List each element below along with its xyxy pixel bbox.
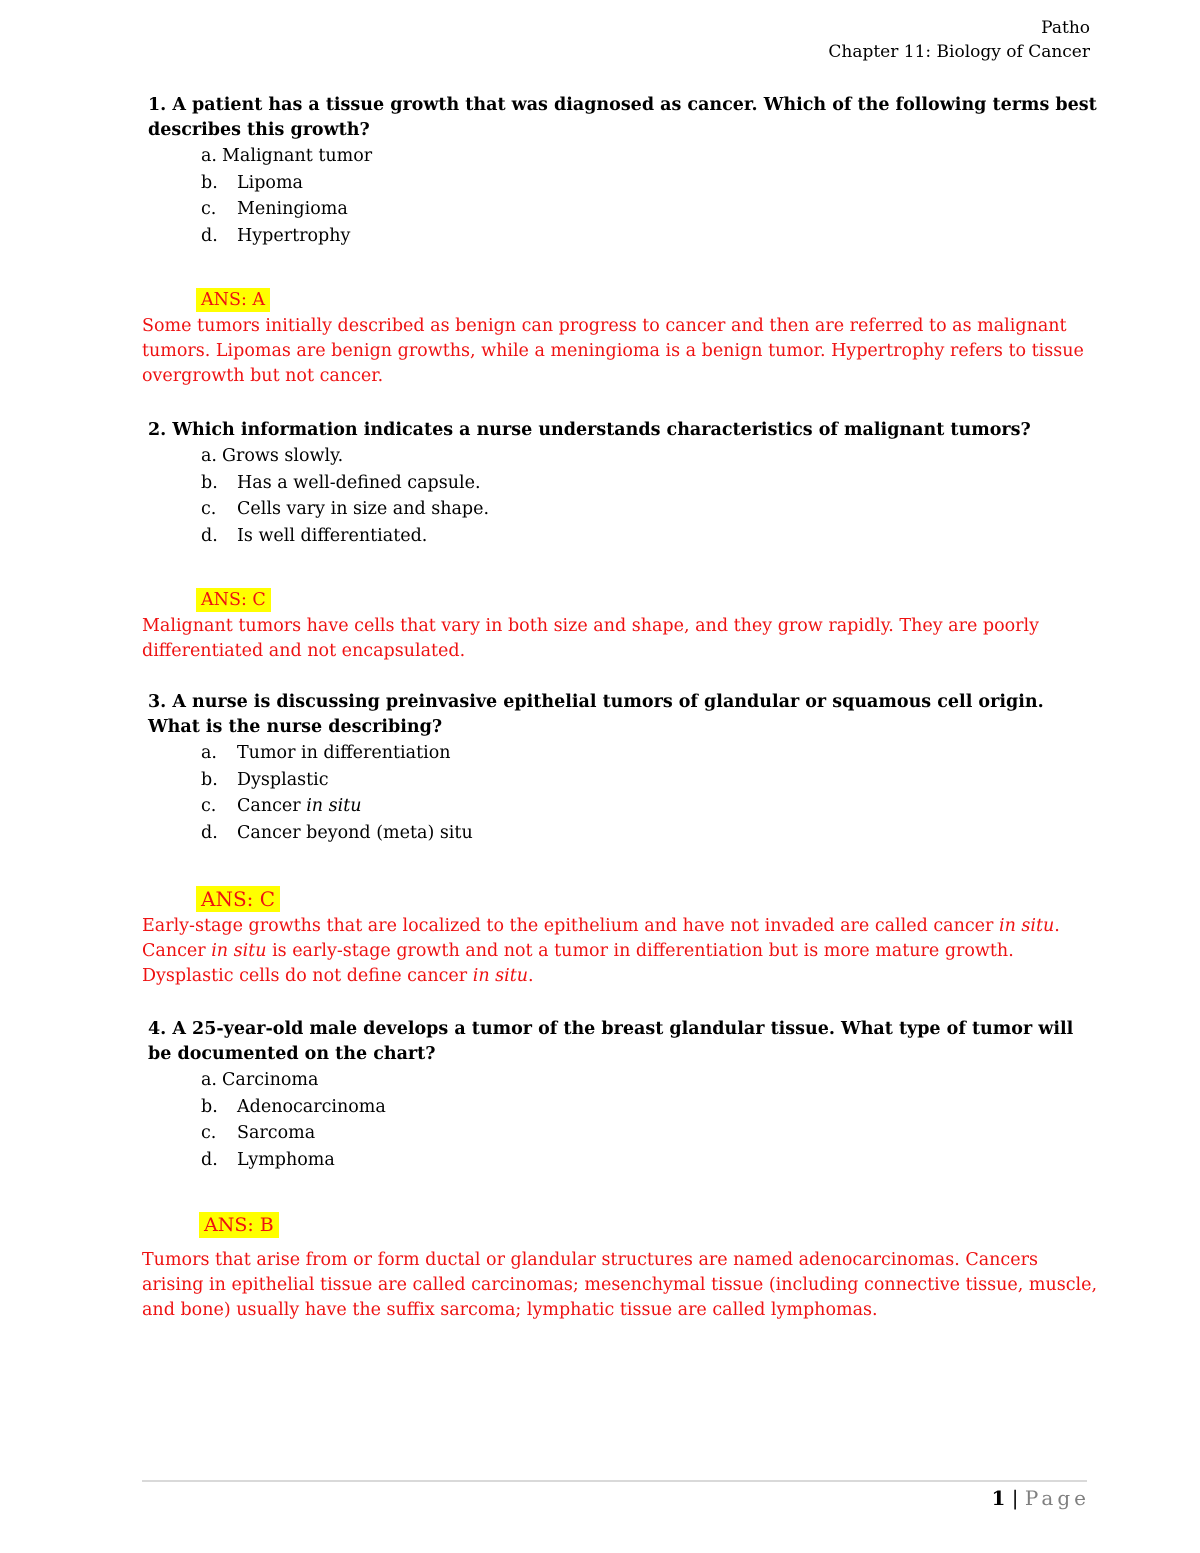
question-1-options (148, 143, 1098, 249)
question-3-options (148, 740, 1098, 846)
option-a: a. Malignant tumor (201, 146, 373, 166)
header-course: Patho (1041, 18, 1090, 38)
option-c: c. Sarcoma (201, 1123, 316, 1144)
option-c: c. Cells vary in size and shape. (201, 499, 490, 520)
explanation-1: Some tumors initially described as benign can progress to cancer and then are referred to as malignant tumors. Lipomas are benign growths, while a meningioma is a benign tumor. Hypertrophy refers to tissue overgrowth but not cancer. (142, 316, 1084, 386)
option-d: d. Hypertrophy (201, 225, 351, 246)
question-2 (148, 418, 1098, 549)
explanation-2: Malignant tumors have cells that vary in both size and shape, and they grow rapidly. They are poorly differentiated and not encapsulated. (142, 616, 1040, 661)
option-d: d. Lymphoma (201, 1149, 335, 1170)
header-chapter: Chapter 11: Biology of Cancer (828, 42, 1090, 62)
option-d: d. Cancer beyond (meta) situ (201, 822, 473, 843)
option-d: d. Is well differentiated. (201, 525, 428, 546)
question-4-options (148, 1067, 1098, 1173)
answer-badge-4: ANS: B (199, 1212, 279, 1238)
question-1-stem: 1. A patient has a tissue growth that was diagnosed as cancer. Which of the following terms best describes this growth? (148, 95, 1097, 140)
option-b: b. Has a well-defined capsule. (201, 472, 481, 493)
question-3-stem: 3. A nurse is discussing preinvasive epithelial tumors of glandular or squamous cell origin. What is the nurse describing? (148, 692, 1044, 737)
option-a: a. Grows slowly. (201, 446, 344, 466)
question-2-options (148, 443, 1098, 549)
question-3 (148, 690, 1098, 846)
option-c: c. Cancer in situ (201, 796, 362, 817)
running-header (828, 16, 1090, 64)
page-number: 1 (991, 1486, 1006, 1510)
answer-badge-2: ANS: C (196, 588, 271, 612)
option-a: a. Tumor in differentiation (201, 743, 451, 763)
page-footer (991, 1486, 1090, 1510)
page-label: Page (1024, 1486, 1090, 1510)
question-1 (148, 93, 1098, 249)
page-separator: | (1011, 1486, 1019, 1510)
explanation-4: Tumors that arise from or form ductal or glandular structures are named adenocarcinomas. Cancers arising in epithelial tissue are called carcinomas; mesenchymal tissue (including connective tissue, muscle, and bone) usually have the suffix sarcoma; lymphatic tissue are called lymphomas. (142, 1250, 1098, 1320)
option-b: b. Adenocarcinoma (201, 1096, 386, 1117)
question-4 (148, 1017, 1098, 1173)
question-2-stem: 2. Which information indicates a nurse understands characteristics of malignant tumors? (148, 420, 1031, 440)
option-a: a. Carcinoma (201, 1070, 319, 1090)
question-4-stem: 4. A 25-year-old male develops a tumor of the breast glandular tissue. What type of tumor will be documented on the chart? (148, 1019, 1074, 1064)
option-b: b. Lipoma (201, 172, 303, 193)
option-c: c. Meningioma (201, 199, 348, 220)
explanation-3: Early-stage growths that are localized to the epithelium and have not invaded are called cancer in situ. Cancer in situ is early-stage growth and not a tumor in differentiation but is more mature growth. Dysplastic cells do not define cancer in situ. (142, 916, 1060, 986)
option-b: b. Dysplastic (201, 769, 329, 790)
answer-badge-3: ANS: C (196, 886, 280, 912)
answer-badge-1: ANS: A (196, 288, 270, 312)
footer-divider (142, 1480, 1087, 1482)
